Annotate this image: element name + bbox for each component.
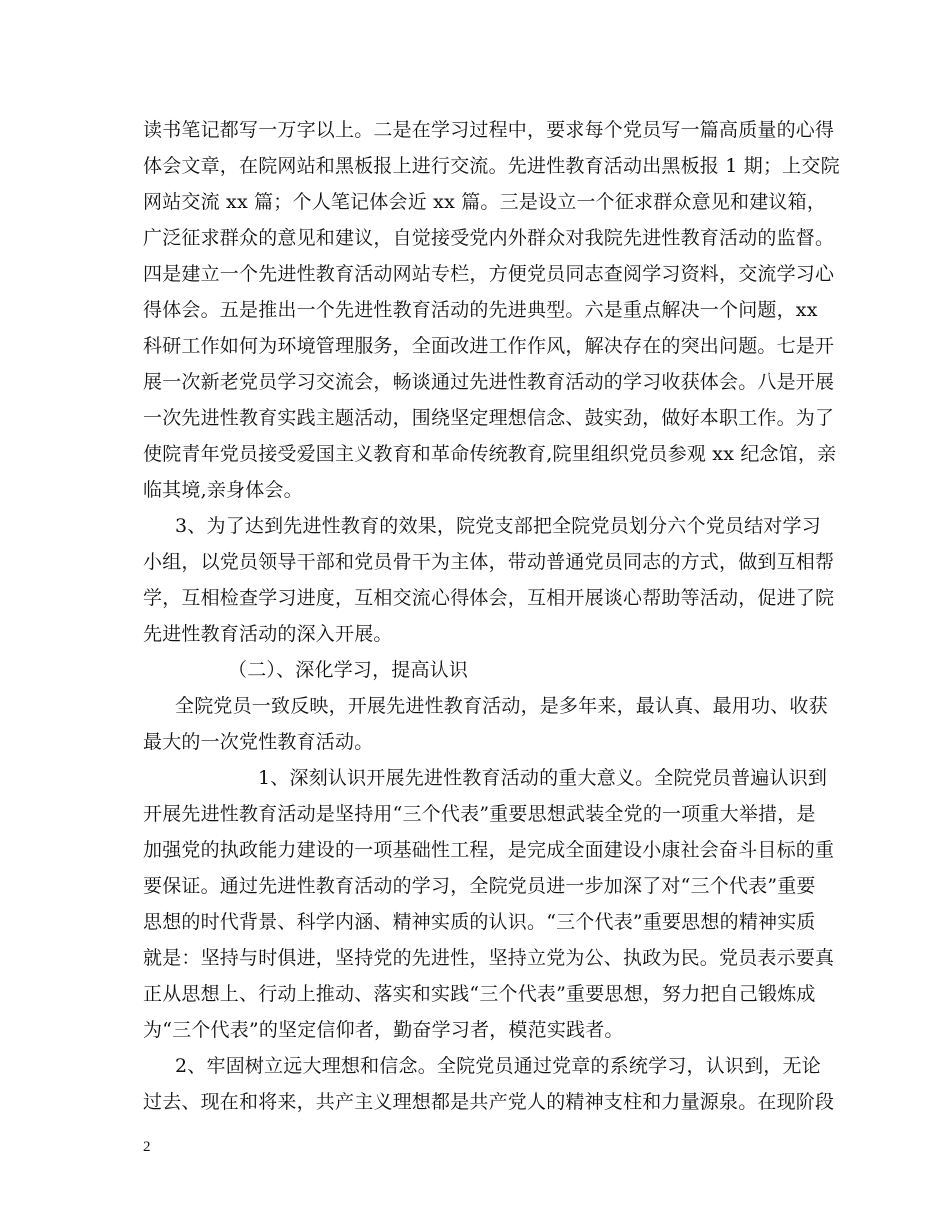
text-line: 展一次新老党员学习交流会，畅谈通过先进性教育活动的学习收获体会。八是开展 (143, 371, 835, 393)
paragraph-first-line: 3、为了达到先进性教育的效果，院党支部把全院党员划分六个党员结对学习 (175, 515, 821, 537)
text-line: 开展先进性教育活动是坚持用“三个代表”重要思想武装全党的一项重大举措，是 (143, 803, 816, 825)
text-line: 体会文章，在院网站和黑板报上进行交流。先进性教育活动出黑板报 1 期；上交院 (143, 155, 840, 177)
text-line: 使院青年党员接受爱国主义教育和革命传统教育,院里组织党员参观 xx 纪念馆，亲 (143, 443, 837, 465)
text-line: 要保证。通过先进性教育活动的学习，全院党员进一步加深了对“三个代表”重要 (143, 875, 816, 897)
text-line: 临其境,亲身体会。 (143, 479, 303, 501)
text-line: 为“三个代表”的坚定信仰者，勤奋学习者，模范实践者。 (143, 1019, 624, 1041)
paragraph-first-line: 2、牢固树立远大理想和信念。全院党员通过党章的系统学习，认识到，无论 (175, 1055, 821, 1077)
text-line: 加强党的执政能力建设的一项基础性工程，是完成全面建设小康社会奋斗目标的重 (143, 839, 835, 861)
text-line: 先进性教育活动的深入开展。 (143, 623, 393, 645)
text-line: 就是：坚持与时俱进，坚持党的先进性，坚持立党为公、执政为民。党员表示要真 (143, 947, 835, 969)
text-line: 科研工作如何为环境管理服务，全面改进工作作风，解决存在的突出问题。七是开 (143, 335, 835, 357)
paragraph-first-line: 1、深刻认识开展先进性教育活动的重大意义。全院党员普遍认识到 (258, 767, 828, 789)
page-number: 2 (143, 1139, 151, 1155)
paragraph-first-line: 全院党员一致反映，开展先进性教育活动，是多年来，最认真、最用功、收获 (175, 695, 828, 717)
text-line: 小组，以党员领导干部和党员骨干为主体，带动普通党员同志的方式，做到互相帮 (143, 551, 835, 573)
text-line: 网站交流 xx 篇；个人笔记体会近 xx 篇。三是设立一个征求群众意见和建议箱， (143, 191, 827, 213)
text-line: 广泛征求群众的意见和建议，自觉接受党内外群众对我院先进性教育活动的监督。 (143, 227, 835, 249)
text-line: 得体会。五是推出一个先进性教育活动的先进典型。六是重点解决一个问题，xx (143, 299, 818, 321)
text-line: 读书笔记都写一万字以上。二是在学习过程中，要求每个党员写一篇高质量的心得 (143, 119, 835, 141)
text-line: 正从思想上、行动上推动、落实和实践“三个代表”重要思想，努力把自己锻炼成 (143, 983, 816, 1005)
text-line: 一次先进性教育实践主题活动，围绕坚定理想信念、鼓实劲，做好本职工作。为了 (143, 407, 835, 429)
text-line: 思想的时代背景、科学内涵、精神实质的认识。“三个代表”重要思想的精神实质 (143, 911, 816, 933)
text-line: 最大的一次党性教育活动。 (143, 731, 374, 753)
text-line: 四是建立一个先进性教育活动网站专栏，方便党员同志查阅学习资料，交流学习心 (143, 263, 835, 285)
section-heading: （二）、深化学习，提高认识 (228, 659, 469, 681)
text-line: 学，互相检查学习进度，互相交流心得体会，互相开展谈心帮助等活动，促进了院 (143, 587, 835, 609)
text-line: 过去、现在和将来，共产主义理想都是共产党人的精神支柱和力量源泉。在现阶段 (143, 1091, 835, 1113)
